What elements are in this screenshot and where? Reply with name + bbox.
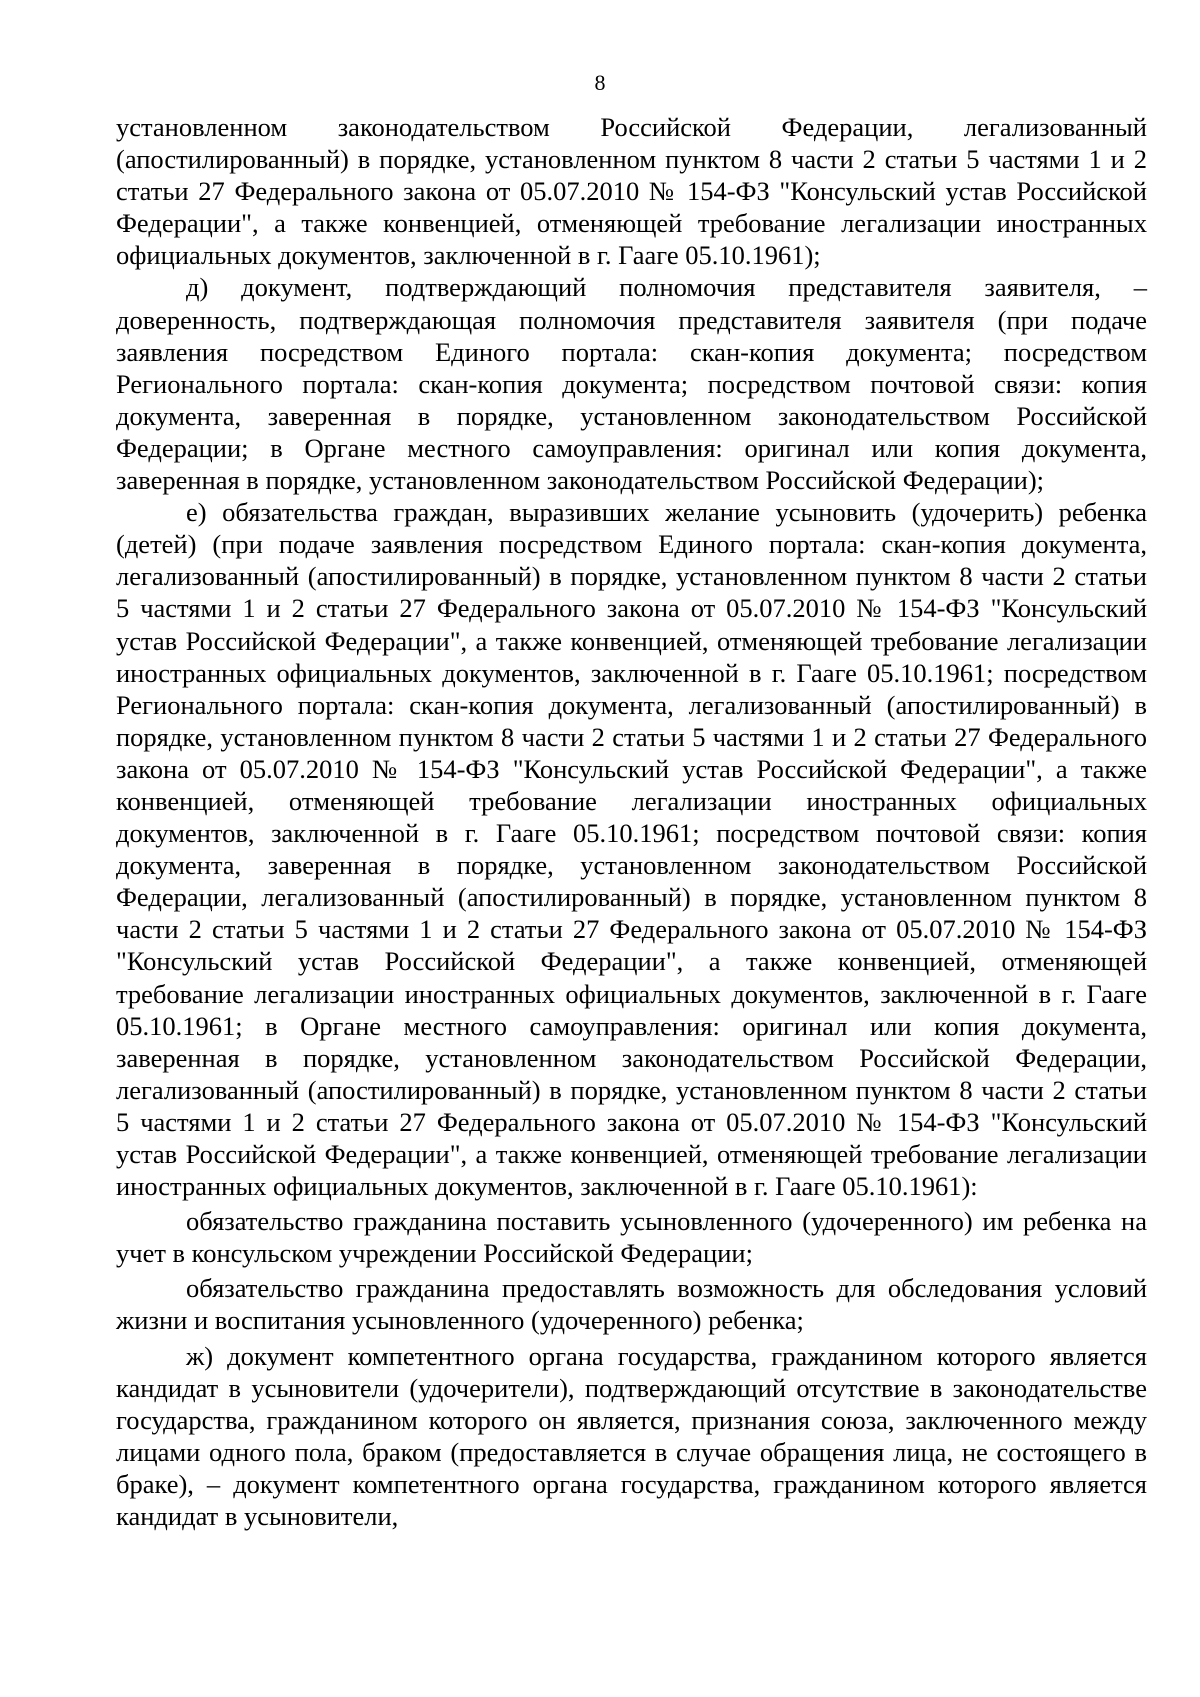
paragraph-obligation-registration: обязательство гражданина поставить усыновленного (удочеренного) им ребенка на учет в консульском учреждении Российской Федерации; <box>116 1206 1147 1269</box>
paragraph-item-zh: ж) документ компетентного органа государства, гражданином которого является кандидат в усыновители (удочерители), подтверждающий отсутствие в законодательстве государства, гражданином которого он является, признания союза, заключенного между лицами одного пола, браком (предоставляется в случае обращения лица, не состоящего в браке), – документ компетентного органа государства, гражданином которого является кандидат в усыновители, <box>116 1340 1147 1532</box>
paragraph-item-e: е) обязательства граждан, выразивших желание усыновить (удочерить) ребенка (детей) (при подаче заявления посредством Единого портала: скан-копия документа, легализованный (апостилированный) в порядке, установленном пунктом 8 части 2 статьи 5 частями 1 и 2 статьи 27 Федерального закона от 05.07.2010 № 154-ФЗ "Консульский устав Российской Федерации", а также конвенцией, отменяющей требование легализации иностранных официальных документов, заключенной в г. Гааге 05.10.1961; посредством Регионального портала: скан-копия документа, легализованный (апостилированный) в порядке, установленном пунктом 8 части 2 статьи 5 частями 1 и 2 статьи 27 Федерального закона от 05.07.2010 № 154-ФЗ "Консульский устав Российской Федерации", а также конвенцией, отменяющей требование легализации иностранных официальных документов, заключенной в г. Гааге 05.10.1961; посредством почтовой связи: копия документа, заверенная в порядке, установленном законодательством Российской Федерации, легализованный (апостилированный) в порядке, установленном пунктом 8 части 2 статьи 5 частями 1 и 2 статьи 27 Федерального закона от 05.07.2010 № 154-ФЗ "Консульский устав Российской Федерации", а также конвенцией, отменяющей требование легализации иностранных официальных документов, заключенной в г. Гааге 05.10.1961; в Органе местного самоуправления: оригинал или копия документа, заверенная в порядке, установленном законодательством Российской Федерации, легализованный (апостилированный) в порядке, установленном пунктом 8 части 2 статьи 5 частями 1 и 2 статьи 27 Федерального закона от 05.07.2010 № 154-ФЗ "Консульский устав Российской Федерации", а также конвенцией, отменяющей требование легализации иностранных официальных документов, заключенной в г. Гааге 05.10.1961): <box>116 497 1147 1202</box>
document-body <box>116 111 1147 1532</box>
page-number: 8 <box>594 70 606 95</box>
paragraph-continuation: установленном законодательством Российской Федерации, легализованный (апостилированный) в порядке, установленном пунктом 8 части 2 статьи 5 частями 1 и 2 статьи 27 Федерального закона от 05.07.2010 № 154-ФЗ "Консульский устав Российской Федерации", а также конвенцией, отменяющей требование легализации иностранных официальных документов, заключенной в г. Гааге 05.10.1961); <box>116 112 1147 271</box>
paragraph-obligation-inspection: обязательство гражданина предоставлять возможность для обследования условий жизни и воспитания усыновленного (удочеренного) ребенка; <box>116 1273 1147 1336</box>
paragraph-item-d: д) документ, подтверждающий полномочия представителя заявителя, – доверенность, подтверждающая полномочия представителя заявителя (при подаче заявления посредством Единого портала: скан-копия документа; посредством Регионального портала: скан-копия документа; посредством почтовой связи: копия документа, заверенная в порядке, установленном законодательством Российской Федерации; в Органе местного самоуправления: оригинал или копия документа, заверенная в порядке, установленном законодательством Российской Федерации); <box>116 272 1147 496</box>
